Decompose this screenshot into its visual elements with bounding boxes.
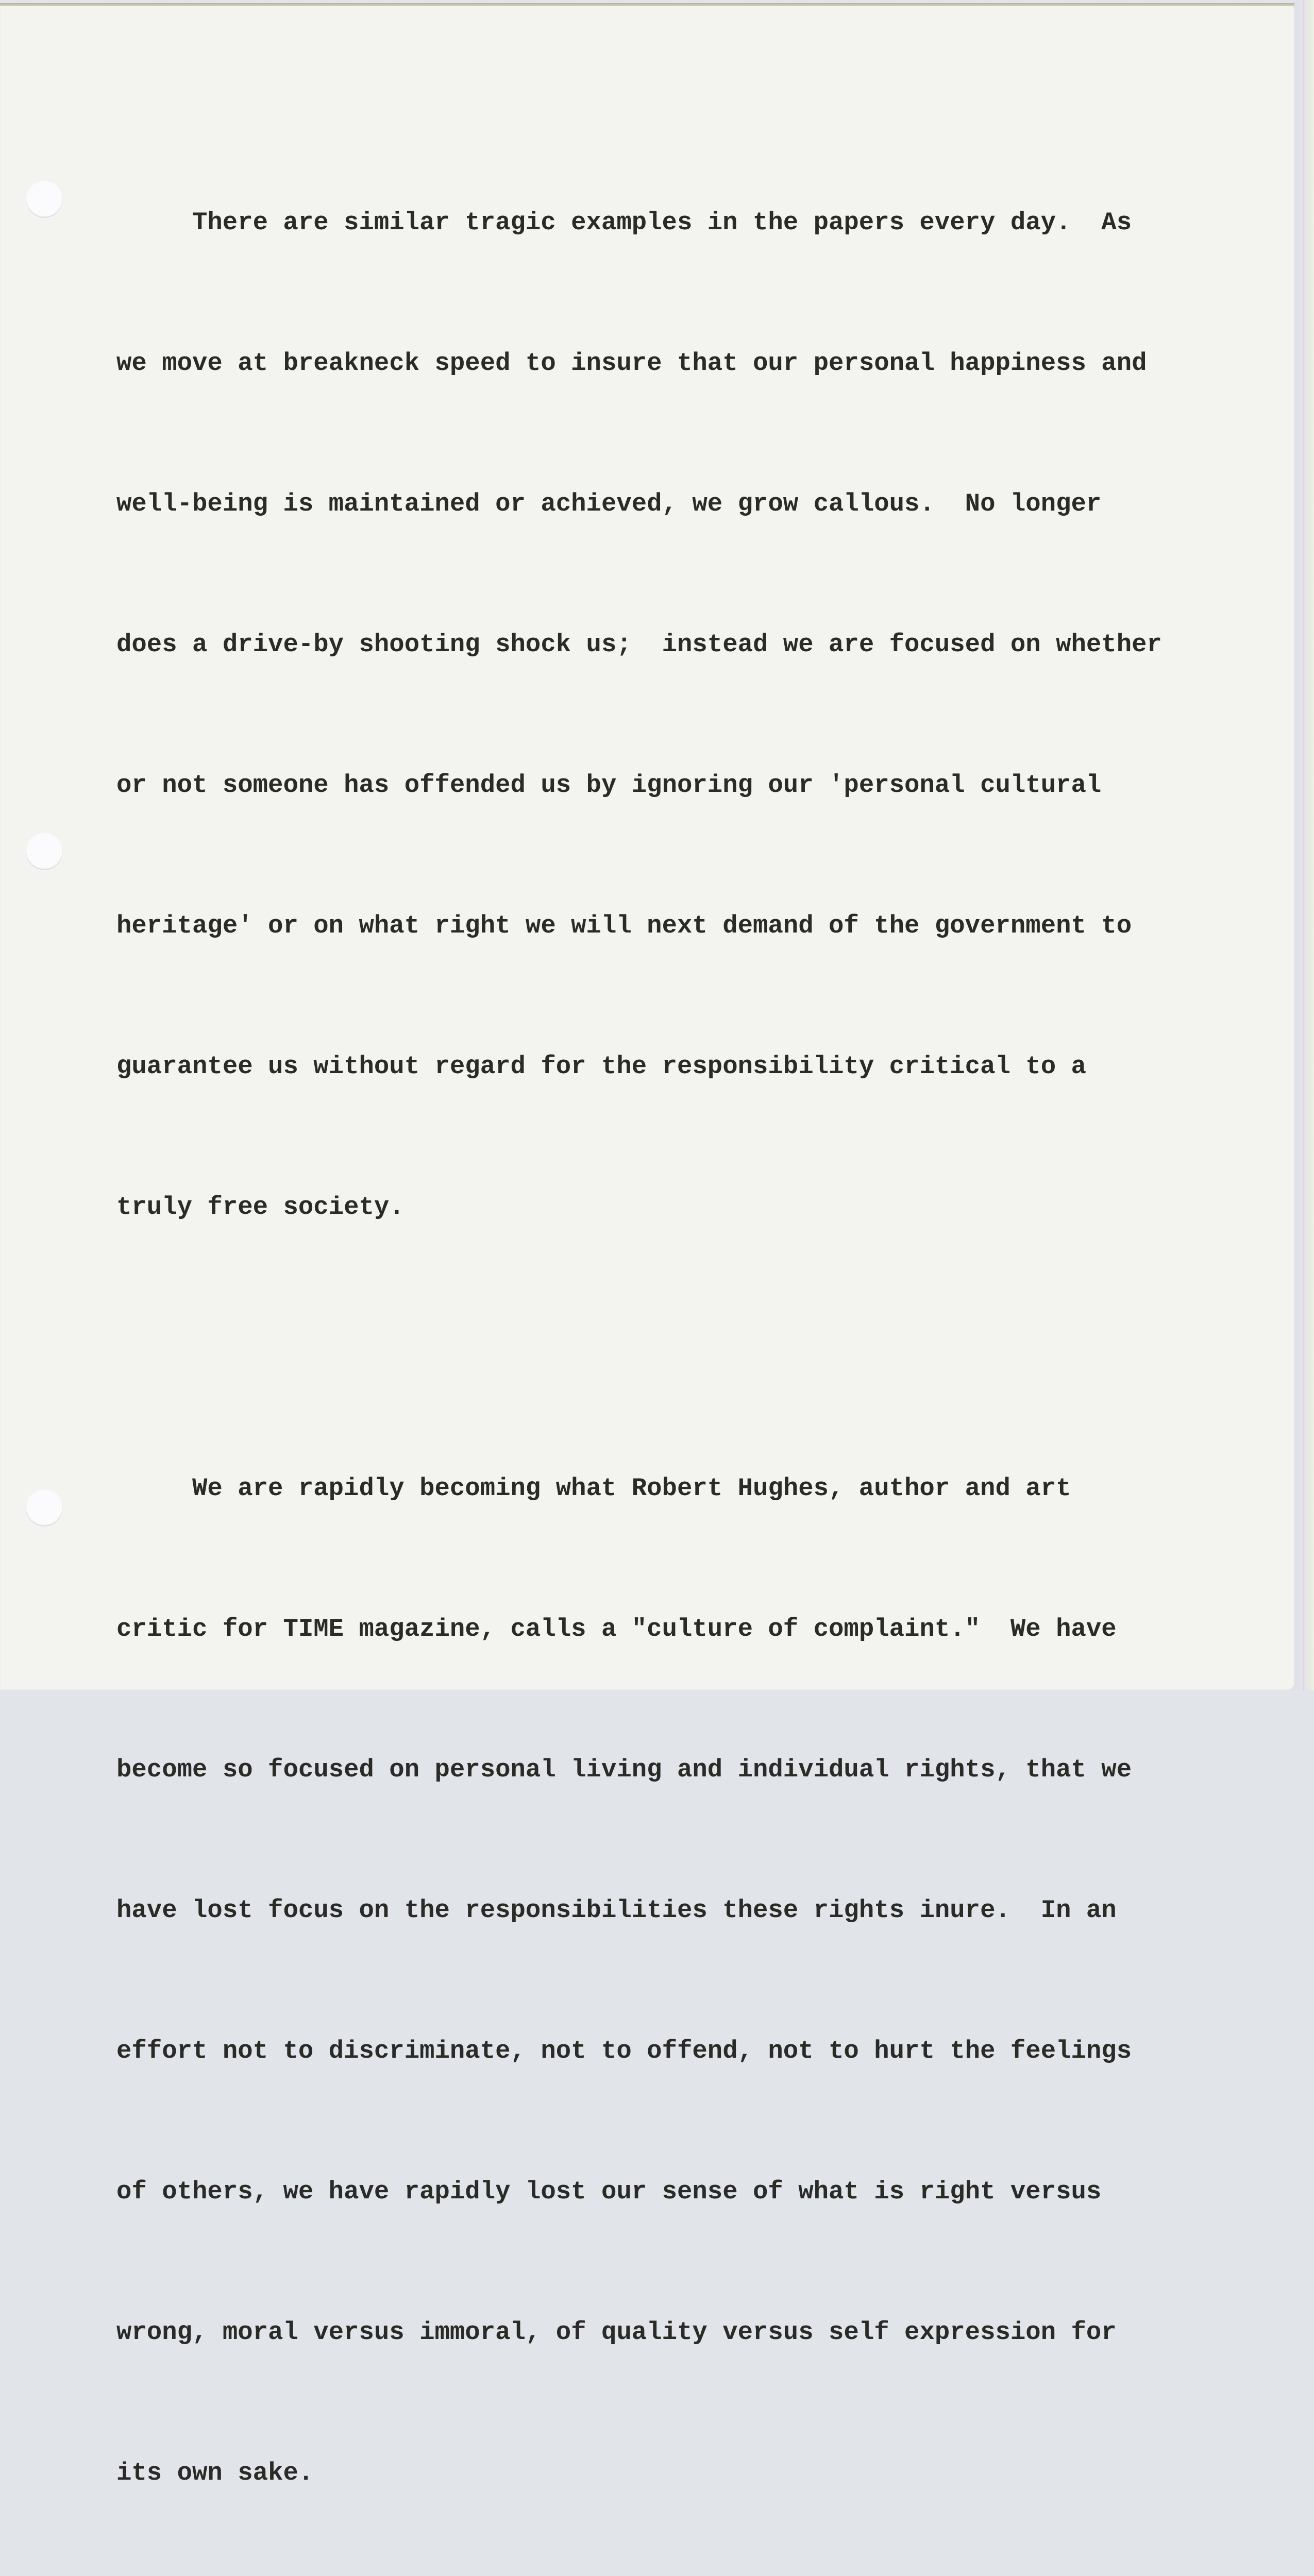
text-line: wrong, moral versus immoral, of quality versus self expression for [116,2318,1117,2347]
text-line: of others, we have rapidly lost our sense of what is right versus [116,2177,1102,2206]
text-line: heritage' or on what right we will next demand of the government to [116,911,1132,940]
page-top-edge [0,3,1294,6]
text-line: does a drive-by shooting shock us; instead we are focused on whether [116,630,1162,659]
document-body [116,106,1250,2576]
paragraph-2 [116,1371,1250,2576]
text-line: critic for TIME magazine, calls a "culture of complaint." We have [116,1615,1117,1643]
text-line: have lost focus on the responsibilities these rights inure. In an [116,1896,1117,1925]
punch-hole-icon [26,1489,63,1527]
punch-hole-icon [26,181,63,218]
text-line: we move at breakneck speed to insure that our personal happiness and [116,349,1147,378]
paragraph-1 [116,106,1250,1325]
text-line: become so focused on personal living and individual rights, that we [116,1755,1132,1784]
text-line: We are rapidly becoming what Robert Hughes, author and art [192,1474,1071,1503]
text-line: truly free society. [116,1193,405,1222]
text-line: guarantee us without regard for the responsibility critical to a [116,1052,1086,1081]
document-page [0,3,1294,2487]
text-line: or not someone has offended us by ignoring our 'personal cultural [116,771,1102,800]
text-line: well-being is maintained or achieved, we grow callous. No longer [116,489,1102,518]
text-line: There are similar tragic examples in the papers every day. As [192,208,1132,237]
scanner-background-strip [1293,0,1314,1690]
text-line: its own sake. [116,2459,314,2487]
punch-hole-icon [26,833,63,870]
text-line: effort not to discriminate, not to offend, not to hurt the feelings [116,2037,1132,2065]
